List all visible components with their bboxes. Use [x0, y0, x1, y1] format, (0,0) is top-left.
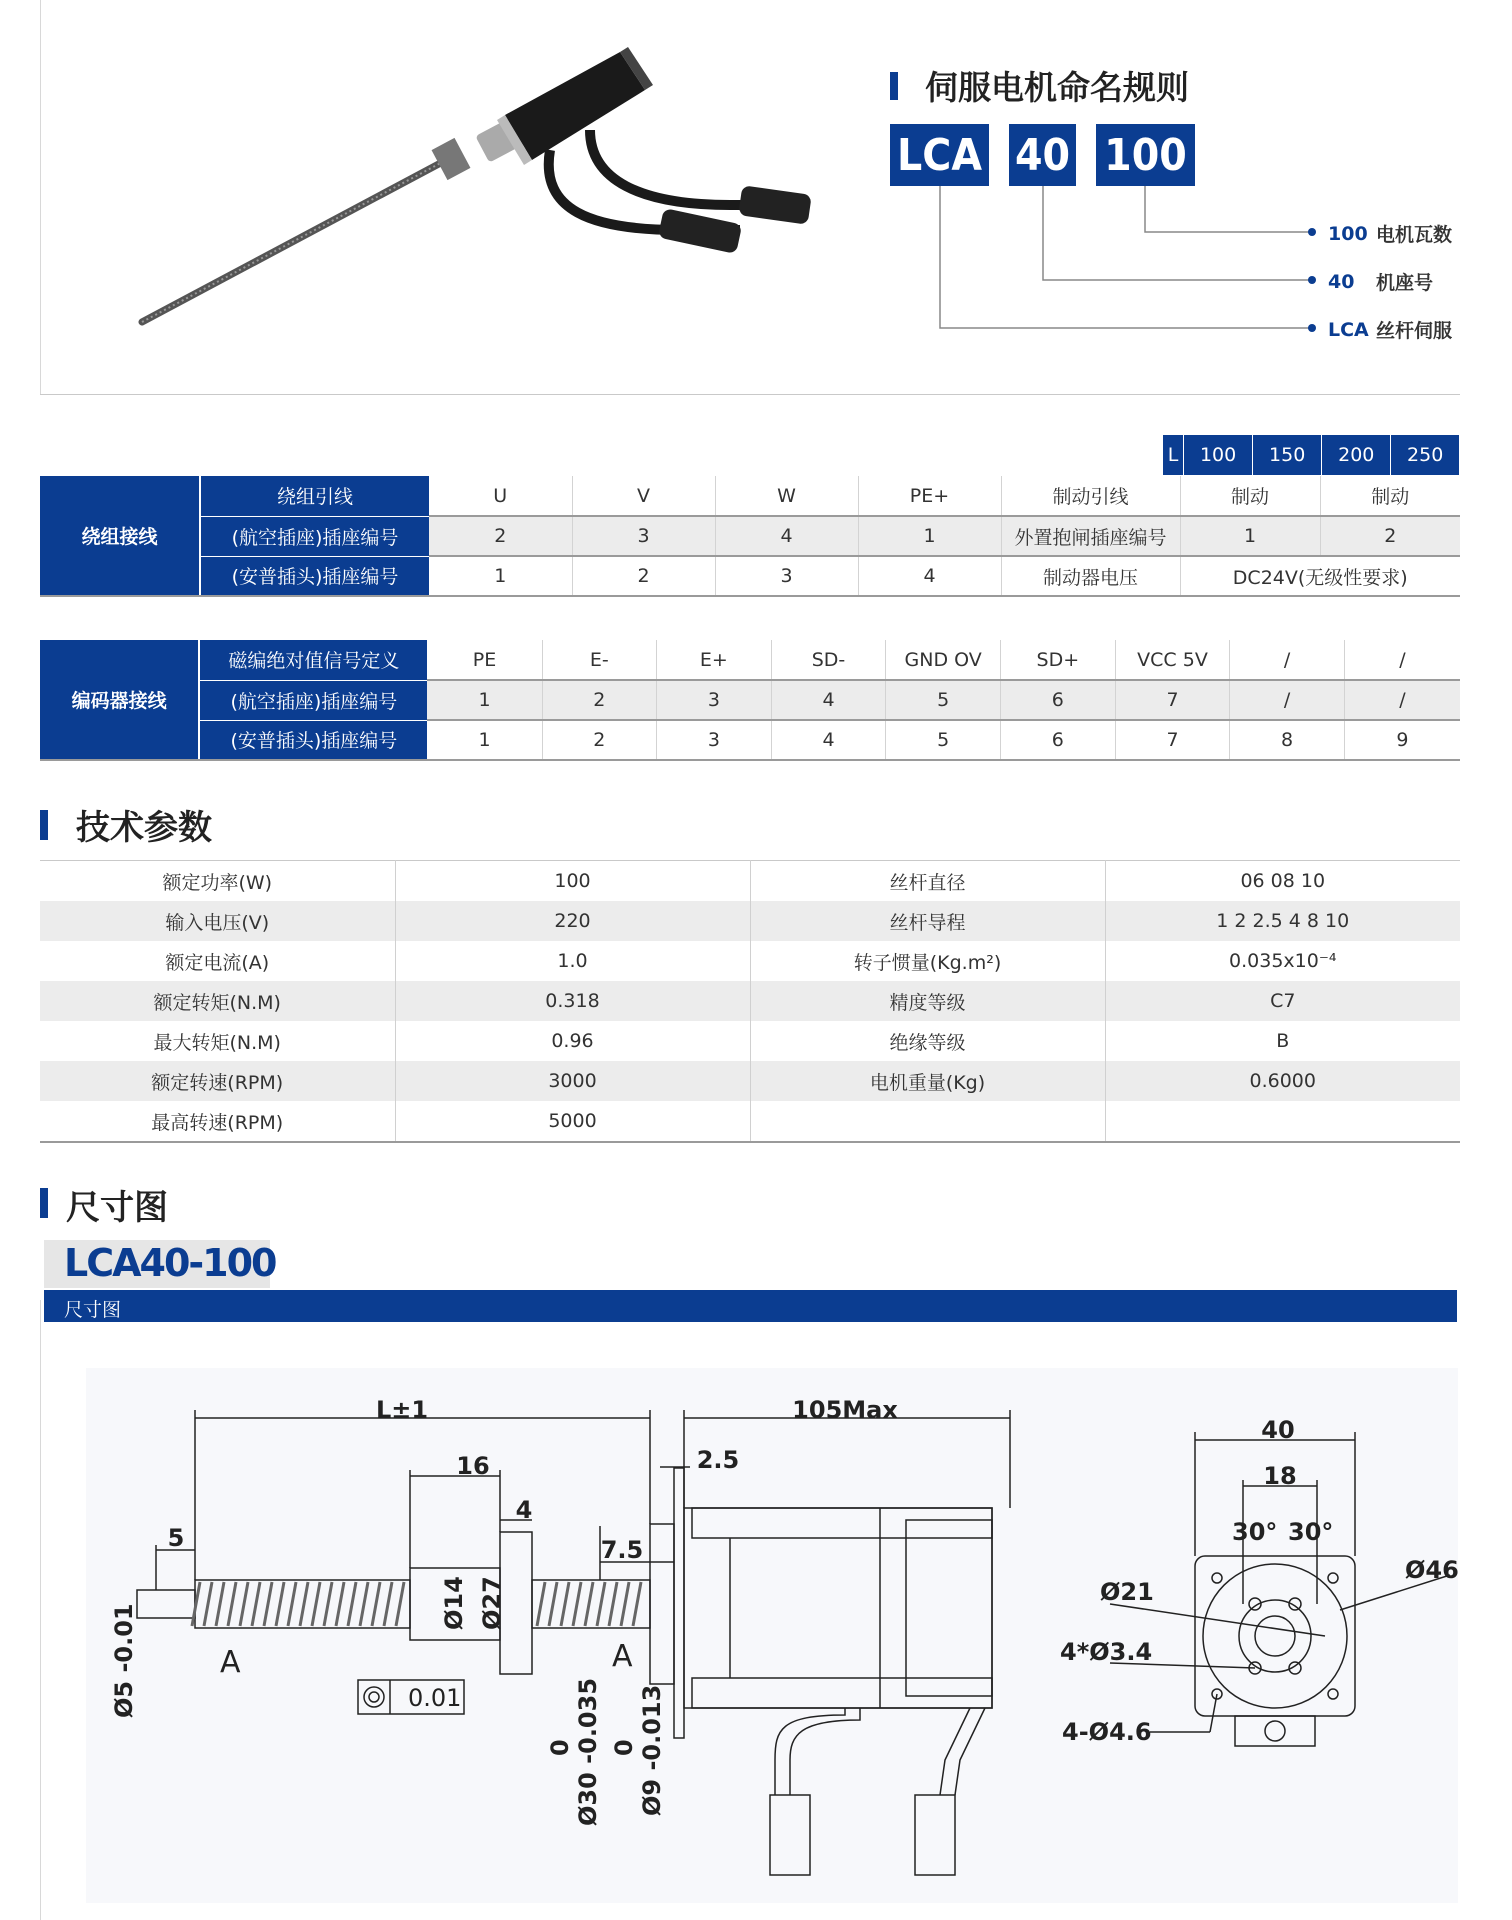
cell: 6 — [1001, 680, 1116, 720]
dim-25: 2.5 — [696, 1446, 740, 1474]
cell: 2 — [1320, 516, 1460, 556]
length-value: 150 — [1253, 435, 1322, 475]
cell: 1 — [427, 720, 542, 760]
param-label: 绝缘等级 — [750, 1021, 1105, 1061]
tolerance-value: 0.01 — [408, 1684, 462, 1712]
encoder-group-label: 编码器接线 — [40, 640, 199, 760]
param-label: 最大转矩(N.M) — [40, 1021, 395, 1061]
cell: 2 — [572, 556, 715, 596]
brake-label: 制动器电压 — [1001, 556, 1180, 596]
row-label: (安普插头)插座编号 — [200, 556, 429, 596]
section-a-right: A — [612, 1639, 633, 1674]
brake-label: 制动引线 — [1001, 476, 1180, 516]
cell: E- — [542, 640, 657, 680]
dim-phi30-upper: 0 — [546, 1739, 574, 1756]
angle-30-left: 30° — [1232, 1518, 1278, 1546]
angle-30-right: 30° — [1288, 1518, 1334, 1546]
cell: GND OV — [886, 640, 1001, 680]
dim-holes-46: 4-Ø4.6 — [1062, 1718, 1152, 1746]
row-label: (安普插头)插座编号 — [199, 720, 427, 760]
cell: VCC 5V — [1115, 640, 1230, 680]
param-value: 0.6000 — [1105, 1061, 1460, 1101]
param-value: 3000 — [395, 1061, 750, 1101]
cell: 7 — [1115, 720, 1230, 760]
cell: 3 — [657, 720, 772, 760]
param-value: C7 — [1105, 981, 1460, 1021]
param-label: 额定功率(W) — [40, 861, 395, 902]
dim-phi21: Ø21 — [1100, 1578, 1154, 1606]
naming-title: 伺服电机命名规则 — [925, 68, 1189, 107]
dim-40: 40 — [1261, 1416, 1295, 1444]
param-value: 06 08 10 — [1240, 870, 1326, 892]
cell: 1 — [429, 556, 572, 596]
param-value: 1.0 — [395, 941, 750, 981]
cell: 1 — [858, 516, 1001, 556]
cell: 3 — [715, 556, 858, 596]
param-label: 电机重量(Kg) — [750, 1061, 1105, 1101]
dim-105: 105Max — [792, 1396, 898, 1424]
cell: / — [1230, 680, 1345, 720]
param-value: B — [1276, 1030, 1290, 1052]
param-label: 转子惯量(Kg.m²) — [750, 941, 1105, 981]
row-label: (航空插座)插座编号 — [199, 680, 427, 720]
row-label: (航空插座)插座编号 — [200, 516, 429, 556]
winding-group-label: 绕组接线 — [40, 476, 200, 596]
code-box-100: 100 — [1096, 124, 1195, 186]
cell: 4 — [715, 516, 858, 556]
dim-16: 16 — [456, 1452, 490, 1480]
cell: 3 — [572, 516, 715, 556]
param-value: 220 — [395, 901, 750, 941]
row-label: 磁编绝对值信号定义 — [199, 640, 427, 680]
param-label: 额定转矩(N.M) — [40, 981, 395, 1021]
param-value: 100 — [395, 861, 750, 902]
param-label: 丝杆导程 — [750, 901, 1105, 941]
code-box-lca: LCA — [890, 124, 989, 186]
dim-phi9: Ø9 -0.013 — [638, 1684, 666, 1816]
cell: 8 — [1230, 720, 1345, 760]
cell: 4 — [771, 720, 886, 760]
legend-code: 100 — [1328, 222, 1368, 245]
param-value: 5000 — [395, 1101, 750, 1142]
cell: 5 — [886, 680, 1001, 720]
dim-phi30: Ø30 -0.035 — [574, 1677, 602, 1826]
param-value: 0.318 — [395, 981, 750, 1021]
cell: SD- — [771, 640, 886, 680]
section-a-left: A — [220, 1645, 241, 1680]
legend-desc: 机座号 — [1376, 272, 1434, 294]
cell: U — [429, 476, 572, 516]
cell: 制动 — [1320, 476, 1460, 516]
cell: V — [572, 476, 715, 516]
cell: PE+ — [858, 476, 1001, 516]
cell: 1 — [427, 680, 542, 720]
param-label: 输入电压(V) — [40, 901, 395, 941]
param-value: 1 2 2.5 4 8 10 — [1105, 901, 1460, 941]
cell: / — [1344, 640, 1460, 680]
cell: 1 — [1180, 516, 1320, 556]
cell: / — [1230, 640, 1345, 680]
cell: 7 — [1115, 680, 1230, 720]
param-value: 0.96 — [395, 1021, 750, 1061]
length-label: L — [1163, 435, 1184, 475]
dim-phi5: Ø5 -0.01 — [110, 1603, 138, 1718]
cell: 4 — [858, 556, 1001, 596]
dim-4: 4 — [515, 1496, 533, 1524]
param-label: 额定电流(A) — [40, 941, 395, 981]
cell: W — [715, 476, 858, 516]
cell: 9 — [1344, 720, 1460, 760]
length-value: 200 — [1322, 435, 1391, 475]
cell: 制动 — [1180, 476, 1320, 516]
model-name: LCA40-100 — [64, 1241, 276, 1285]
row-label: 绕组引线 — [200, 476, 429, 516]
legend-desc: 电机瓦数 — [1376, 224, 1453, 246]
cell: 2 — [542, 680, 657, 720]
cell: PE — [427, 640, 542, 680]
tech-title: 技术参数 — [76, 808, 212, 848]
dim-phi9-upper: 0 — [610, 1739, 638, 1756]
legend-desc: 丝杆伺服 — [1376, 320, 1453, 342]
dim-18: 18 — [1263, 1462, 1297, 1490]
code-box-40: 40 — [1009, 124, 1076, 186]
cell: E+ — [657, 640, 772, 680]
brake-voltage: DC24V(无级性要求) — [1180, 556, 1460, 596]
dimension-title: 尺寸图 — [66, 1188, 168, 1228]
param-label: 精度等级 — [750, 981, 1105, 1021]
param-label: 额定转速(RPM) — [40, 1061, 395, 1101]
brake-label: 外置抱闸插座编号 — [1001, 516, 1180, 556]
dim-5: 5 — [167, 1524, 185, 1552]
legend-code: LCA — [1328, 318, 1369, 341]
cell: 5 — [886, 720, 1001, 760]
dim-75: 7.5 — [600, 1536, 644, 1564]
param-label: 丝杆直径 — [750, 861, 1105, 902]
dim-holes-34: 4*Ø3.4 — [1060, 1638, 1153, 1666]
dim-phi27: Ø27 — [478, 1576, 506, 1630]
cell: 3 — [657, 680, 772, 720]
cell: 6 — [1001, 720, 1116, 760]
cell: 4 — [771, 680, 886, 720]
dimension-bar-label: 尺寸图 — [64, 1299, 122, 1321]
length-value: 250 — [1391, 435, 1459, 475]
cell: SD+ — [1001, 640, 1116, 680]
param-value: 0.035x10⁻⁴ — [1229, 950, 1337, 972]
dim-phi14: Ø14 — [440, 1576, 468, 1630]
cell: 2 — [429, 516, 572, 556]
legend-code: 40 — [1328, 270, 1355, 293]
dim-l: L±1 — [375, 1396, 429, 1424]
length-value: 100 — [1184, 435, 1253, 475]
dim-phi46: Ø46 — [1405, 1556, 1459, 1584]
cell: / — [1344, 680, 1460, 720]
param-label: 最高转速(RPM) — [40, 1101, 395, 1142]
cell: 2 — [542, 720, 657, 760]
